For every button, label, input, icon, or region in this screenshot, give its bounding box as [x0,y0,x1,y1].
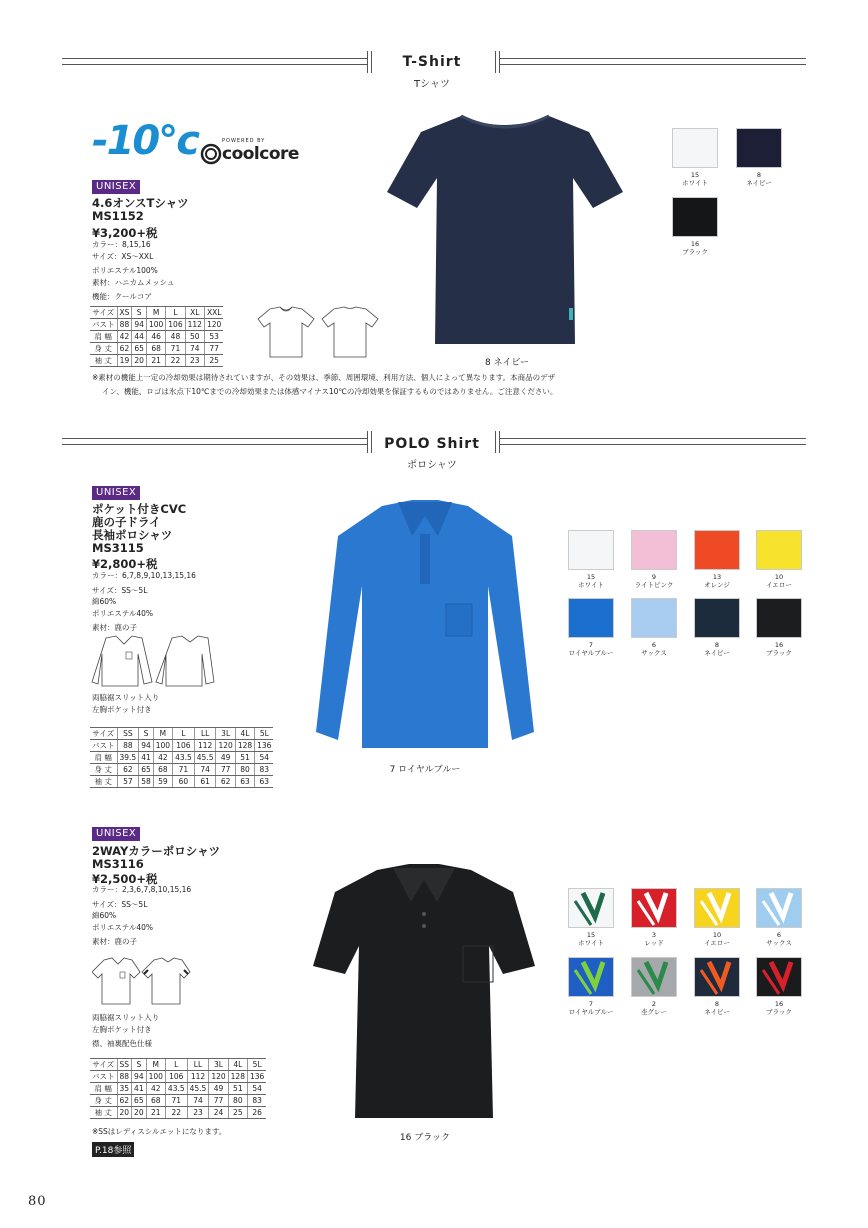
color-name: ホワイト [578,939,604,947]
size-cell: 80 [228,1095,247,1107]
feature-line: 左胸ポケット付き [92,1025,152,1034]
color-label [684,931,750,947]
feature-line: 両脇裾スリット入り [92,693,160,702]
size-cell: 20 [132,355,147,367]
size-cell: 62 [117,1095,132,1107]
size-cell: XL [185,307,204,319]
size-cell: XXL [204,307,223,319]
tshirt-photo-caption: 8 ネイビー [484,358,530,368]
color-number: 15 [690,171,700,179]
product-name [92,503,186,555]
spec-line: ポリエステル100% [92,266,158,275]
size-cell: 106 [165,1071,187,1083]
size-cell: 20 [132,1107,147,1119]
size-cell: 48 [166,331,185,343]
size-cell: M [146,307,165,319]
color-label [726,171,792,187]
size-cell: L [173,728,195,740]
color-name: イエロー [766,581,792,589]
size-cell: 68 [146,1095,165,1107]
coolcore-logo [200,138,312,168]
coolcore-mark-icon [200,143,222,165]
product-price: ¥2,500+税 [92,872,158,886]
product-features [92,1012,159,1050]
cooling-note [92,371,557,399]
color-label [558,641,624,657]
size-cell: S [132,1059,147,1071]
size-cell: 74 [185,343,204,355]
size-cell: 77 [209,1095,228,1107]
size-cell: 136 [247,1071,266,1083]
color-label [558,931,624,947]
size-cell: 94 [132,319,147,331]
color-name: ホワイト [682,179,708,187]
size-cell: 136 [255,740,274,752]
size-row [90,1083,266,1095]
product-name [92,845,220,871]
size-cell: 22 [165,1107,187,1119]
size-cell: 5L [255,728,274,740]
size-cell: 63 [255,776,274,788]
color-name: 杢グレー [641,1008,667,1016]
size-cell: 24 [209,1107,228,1119]
product-name-line: 2WAYカラーポロシャツ [92,844,221,858]
size-cell: 42 [153,752,172,764]
color-chip [694,957,740,997]
color-chip [631,598,677,638]
size-row-label: 肩 幅 [90,1083,117,1095]
product-name: 4.6オンスTシャツ [92,196,189,210]
size-cell: 112 [185,319,204,331]
size-cell: 112 [194,740,216,752]
product-code: MS1152 [92,209,144,223]
size-cell: 71 [173,764,195,776]
size-row [90,355,223,367]
product-name-line: 鹿の子ドライ [92,515,161,529]
color-name: ネイビー [746,179,772,187]
color-label [746,641,812,657]
color-name: サックス [766,939,792,947]
powered-by-text: POWERED BY [222,138,266,144]
size-cell: 120 [204,319,223,331]
size-cell: 80 [235,764,254,776]
size-cell: SS [117,1059,132,1071]
size-row-label: バスト [90,740,117,752]
size-cell: 106 [166,319,185,331]
size-cell: 58 [139,776,154,788]
size-cell: 83 [247,1095,266,1107]
size-cell: 25 [228,1107,247,1119]
color-name: ブラック [766,649,792,657]
size-row-label: サイズ [90,728,117,740]
size-cell: 21 [146,355,165,367]
color-chip [694,598,740,638]
size-cell: 71 [166,343,185,355]
size-cell: 26 [247,1107,266,1119]
size-row-label: バスト [90,1071,117,1083]
spec-line: カラー：6,7,8,9,10,13,15,16 [92,571,196,580]
color-name: ネイビー [704,1008,730,1016]
size-header-row [90,307,223,319]
header-rule-right [500,58,806,65]
color-label [621,931,687,947]
size-row-label: 身 丈 [90,1095,117,1107]
color-label [684,641,750,657]
size-cell: 35 [117,1083,132,1095]
size-row-label: 身 丈 [90,764,117,776]
size-row-label: 袖 丈 [90,355,117,367]
product-price: ¥2,800+税 [92,557,158,571]
size-cell: 68 [153,764,172,776]
size-cell: 43.5 [173,752,195,764]
size-cell: 22 [166,355,185,367]
unisex-badge: UNISEX [92,486,140,500]
size-row-label: バスト [90,319,117,331]
size-cell: 88 [117,319,132,331]
2way-polo-flat-sketch-icon [92,956,192,1008]
color-chip [631,530,677,570]
size-cell: 62 [117,343,132,355]
spec-line: ポリエステル40% [92,922,153,932]
spec-line: ポリエステル40% [92,608,153,618]
size-cell: 45.5 [194,752,216,764]
size-cell: 3L [216,728,235,740]
page-reference-badge: P.18参照 [92,1142,134,1157]
size-cell: 100 [146,1071,165,1083]
color-label [662,240,728,256]
size-cell: 42 [146,1083,165,1095]
size-cell: 83 [255,764,274,776]
size-row [90,1071,266,1083]
size-cell: 94 [132,1071,147,1083]
header-rule-right [500,438,806,445]
unisex-badge: UNISEX [92,827,140,841]
color-name: レッド [644,939,664,947]
color-name: ホワイト [578,581,604,589]
color-number: 7 [588,1000,594,1008]
color-number: 3 [651,931,657,939]
size-cell: 50 [185,331,204,343]
royal-blue-longsleeve-polo-photo [312,496,538,754]
size-cell: 128 [235,740,254,752]
size-table [90,727,273,788]
spec-line: 素材：鹿の子 [92,937,137,946]
color-name: オレンジ [704,581,730,589]
spec-line: 綿60% [92,911,117,920]
size-row-label: 袖 丈 [90,776,117,788]
size-cell: 51 [235,752,254,764]
product-specs [92,239,174,303]
size-row-label: サイズ [90,1059,117,1071]
section-subtitle: ポロシャツ [407,460,457,471]
size-cell: 49 [216,752,235,764]
product-price: ¥3,200+税 [92,226,158,240]
product-specs [92,570,196,634]
size-cell: 44 [132,331,147,343]
spec-line: 綿60% [92,597,117,606]
color-number: 9 [651,573,657,581]
color-number: 15 [586,573,596,581]
product-name-line: 長袖ポロシャツ [92,528,173,542]
color-number: 10 [712,931,722,939]
size-cell: 65 [132,343,147,355]
size-cell: 65 [132,1095,147,1107]
color-label [746,931,812,947]
color-label [684,573,750,589]
spec-line: サイズ：XS～XXL [92,251,154,261]
section-title: T-Shirt [402,54,462,70]
color-label [662,171,728,187]
color-name: ライトピンク [634,581,674,589]
color-chip [736,128,782,168]
spec-line: 素材：ハニカムメッシュ [92,277,175,287]
product-features [92,692,159,716]
color-chip [568,530,614,570]
color-label [558,1000,624,1016]
header-rule-left [62,438,367,445]
size-cell: 39.5 [117,752,139,764]
size-cell: 120 [209,1071,228,1083]
size-cell: S [139,728,154,740]
color-chip [568,598,614,638]
size-cell: 23 [187,1107,209,1119]
size-cell: LL [187,1059,209,1071]
color-label [558,573,624,589]
cooling-note-line: イン、機能、ロゴは氷点下10℃までの冷却効果または体感マイナス10℃の冷却効果を保証するものではありません。ご注意ください。 [102,387,558,396]
section-subtitle: Tシャツ [414,79,450,90]
color-chip [672,197,718,237]
size-cell: 23 [185,355,204,367]
size-cell: 60 [173,776,195,788]
size-cell: SS [117,728,139,740]
size-row-label: サイズ [90,307,117,319]
size-cell: 88 [117,1071,132,1083]
size-cell: 88 [117,740,139,752]
size-cell: 74 [187,1095,209,1107]
color-chip [568,888,614,928]
color-name: イエロー [704,939,730,947]
size-cell: 5L [247,1059,266,1071]
size-cell: 100 [146,319,165,331]
size-table [90,1058,266,1119]
size-row [90,343,223,355]
color-number: 13 [712,573,722,581]
feature-line: 襟、袖裏配色仕様 [92,1039,152,1048]
size-row [90,319,223,331]
size-cell: 106 [173,740,195,752]
spec-line: カラー：8,15,16 [92,240,151,249]
section-title: POLO Shirt [384,436,480,452]
size-cell: 57 [117,776,139,788]
color-chip [568,957,614,997]
size-cell: 62 [117,764,139,776]
black-polo-photo [313,862,535,1124]
color-number: 15 [586,931,596,939]
size-cell: 25 [204,355,223,367]
color-number: 16 [774,641,784,649]
size-cell: 49 [209,1083,228,1095]
header-rule-left [62,58,367,65]
cooling-note-line: ※素材の機能上一定の冷却効果は期待されていますが、その効果は、季節、周囲環境、利用方法、個人によって異なります。本商品のデザ [92,373,556,382]
navy-tshirt-photo [383,108,629,352]
color-number: 10 [774,573,784,581]
product-name-line: ポケット付きCVC [92,502,187,516]
size-cell: 53 [204,331,223,343]
size-row [90,776,273,788]
size-cell: 77 [216,764,235,776]
product-code: MS3116 [92,857,144,871]
size-cell: 128 [228,1071,247,1083]
size-cell: 54 [255,752,274,764]
size-cell: 100 [153,740,172,752]
size-row [90,1107,266,1119]
size-row [90,764,273,776]
color-name: ブラック [766,1008,792,1016]
spec-line: サイズ：SS～5L [92,585,148,595]
color-name: サックス [641,649,667,657]
color-chip [756,957,802,997]
size-cell: 19 [117,355,132,367]
size-table [90,306,223,367]
color-label [684,1000,750,1016]
size-cell: 20 [117,1107,132,1119]
color-label [621,573,687,589]
minus-10c-logo: -10°c [92,118,198,164]
size-cell: 4L [228,1059,247,1071]
black-polo-photo-caption: 16 ブラック [399,1133,451,1143]
color-number: 16 [690,240,700,248]
size-cell: 45.5 [187,1083,209,1095]
color-label [746,573,812,589]
color-label [621,1000,687,1016]
spec-line: 機能：クールコア [92,292,152,301]
size-cell: 43.5 [165,1083,187,1095]
color-number: 8 [756,171,762,179]
size-cell: 51 [228,1083,247,1095]
size-cell: 41 [139,752,154,764]
spec-line: カラー：2,3,6,7,8,10,15,16 [92,885,192,894]
color-chip [756,888,802,928]
size-cell: XS [117,307,132,319]
longsleeve-photo-caption: 7 ロイヤルブルー [389,765,461,775]
color-number: 7 [588,641,594,649]
size-cell: 59 [153,776,172,788]
size-cell: M [146,1059,165,1071]
size-row [90,740,273,752]
size-row-label: 身 丈 [90,343,117,355]
color-number: 16 [774,1000,784,1008]
size-cell: 3L [209,1059,228,1071]
size-cell: 42 [117,331,132,343]
unisex-badge: UNISEX [92,180,140,194]
size-row-label: 肩 幅 [90,331,117,343]
color-label [746,1000,812,1016]
product-specs [92,884,191,948]
size-cell: 74 [194,764,216,776]
size-cell: 4L [235,728,254,740]
color-name: ロイヤルブルー [568,649,614,657]
color-name: ロイヤルブルー [568,1008,614,1016]
page-number: 80 [28,1194,47,1209]
size-cell: 77 [204,343,223,355]
feature-line: 両脇裾スリット入り [92,1013,160,1022]
size-cell: L [165,1059,187,1071]
product-code: MS3115 [92,541,144,555]
size-cell: 62 [216,776,235,788]
color-number: 8 [714,641,720,649]
color-chip [631,888,677,928]
color-chip [694,530,740,570]
color-chip [756,598,802,638]
size-cell: 41 [132,1083,147,1095]
color-label [621,641,687,657]
size-cell: 94 [139,740,154,752]
size-cell: 65 [139,764,154,776]
color-number: 2 [651,1000,657,1008]
size-cell: S [132,307,147,319]
color-name: ネイビー [704,649,730,657]
size-cell: 54 [247,1083,266,1095]
size-cell: 68 [146,343,165,355]
size-cell: 46 [146,331,165,343]
size-cell: L [166,307,185,319]
color-chip [756,530,802,570]
size-cell: 71 [165,1095,187,1107]
size-row [90,752,273,764]
color-number: 6 [651,641,657,649]
spec-line: 素材：鹿の子 [92,623,137,632]
size-cell: M [153,728,172,740]
size-header-row [90,728,273,740]
size-row-label: 肩 幅 [90,752,117,764]
color-number: 6 [776,931,782,939]
longsleeve-polo-flat-sketch-icon [90,634,216,690]
size-row [90,331,223,343]
color-name: ブラック [682,248,708,256]
silhouette-note: ※SSはレディスシルエットになります。 [92,1127,227,1136]
size-cell: 63 [235,776,254,788]
color-chip [694,888,740,928]
size-cell: LL [194,728,216,740]
color-chip [631,957,677,997]
size-row [90,1095,266,1107]
size-row-label: 袖 丈 [90,1107,117,1119]
color-chip [672,128,718,168]
size-cell: 61 [194,776,216,788]
spec-line: サイズ：SS～5L [92,899,148,909]
color-number: 8 [714,1000,720,1008]
coolcore-text: coolcore [222,144,299,164]
feature-line: 左胸ポケット付き [92,705,152,714]
size-cell: 112 [187,1071,209,1083]
size-header-row [90,1059,266,1071]
size-cell: 120 [216,740,235,752]
size-cell: 21 [146,1107,165,1119]
tshirt-flat-sketch-icon [256,305,380,361]
